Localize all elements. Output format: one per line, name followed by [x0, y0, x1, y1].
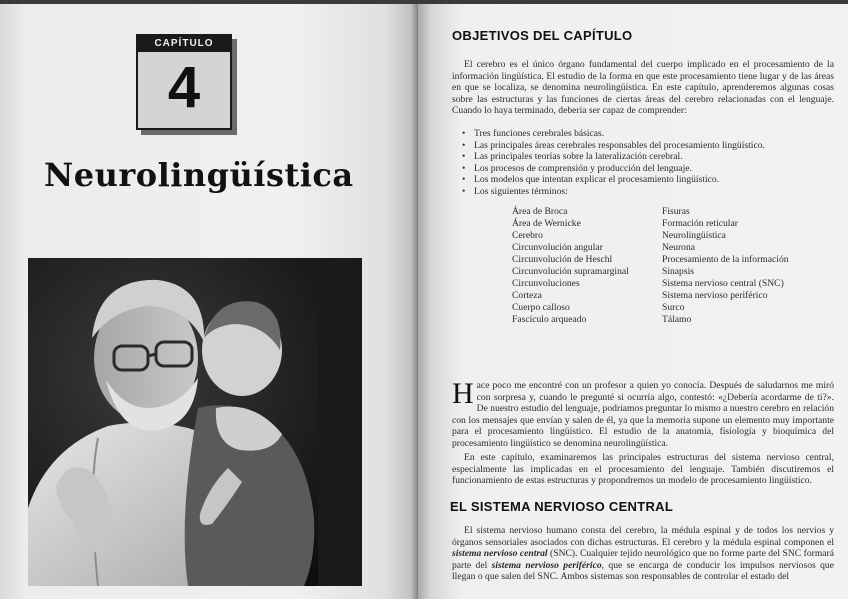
term-item: Área de Wernicke	[512, 218, 581, 229]
term-item: Corteza	[512, 290, 542, 301]
objective-item: • Las principales teorías sobre la lateralización cerebral.	[462, 151, 832, 163]
term-item: Neurona	[662, 242, 696, 253]
terms-column-2	[662, 206, 789, 326]
term-item: Cuerpo calloso	[512, 302, 570, 313]
term-item: Sinapsis	[662, 266, 694, 277]
objective-item: • Los siguientes términos:	[462, 186, 832, 198]
right-page	[418, 4, 848, 599]
photo-man-with-baby	[28, 258, 362, 586]
chapter-photo	[28, 258, 362, 586]
objective-item: • Las principales áreas cerebrales responsables del procesamiento lingüístico.	[462, 140, 832, 152]
chapter-label: CAPÍTULO	[138, 36, 230, 52]
term-item: Circunvolución angular	[512, 242, 603, 253]
chapter-number: 4	[167, 55, 201, 120]
term-item: Circunvolución de Heschl	[512, 254, 613, 265]
term-item: Neurolingüística	[662, 230, 726, 241]
chapter-overview-paragraph: En este capítulo, examinaremos las principales estructuras del sistema nervioso central, especialmente las implicadas en el procesamiento del lenguaje. También discutiremos el funcionamiento de estas estructuras y propondremos un modelo de procesamiento lingüístico.	[452, 452, 834, 487]
intro-paragraph: El cerebro es el único órgano fundamental del cuerpo implicado en el procesamiento de la información lingüística. El estudio de la forma en que este procesamiento tiene lugar y de las áreas en que se localiza, se denomina neurolingüística. En este capítulo, aprenderemos algunas cosas sobre las estructuras y las funciones de ciertas áreas del cerebro relacionadas con el lenguaje. Cuando lo haya terminado, debería ser capaz de comprender:	[452, 59, 834, 117]
objectives-list	[462, 128, 832, 198]
term-item: Circunvoluciones	[512, 278, 580, 289]
nervous-text-part: El sistema nervioso humano consta del cerebro, la médula espinal y de todos los nervios y órganos sensoriales asociados con dichas estructuras. El cerebro y la médula espinal componen el	[452, 525, 834, 548]
term-item: Fisuras	[662, 206, 690, 217]
left-page	[0, 4, 418, 599]
chapter-title: Neurolingüística	[44, 156, 354, 194]
terms-column-1	[512, 206, 629, 326]
term-item: Cerebro	[512, 230, 543, 241]
term-item: Sistema nervioso central (SNC)	[662, 278, 784, 289]
term-item: Área de Broca	[512, 206, 568, 217]
nervous-text-part: , que se encarga de conducir los impulsos nerviosos que llegan o que salen del SNC. Ambos sistemas son responsables de controlar el estado del	[452, 559, 834, 583]
key-term: sistema nervioso periférico	[491, 559, 602, 571]
term-item: Tálamo	[662, 314, 692, 325]
term-item: Sistema nervioso periférico	[662, 290, 768, 301]
term-item: Surco	[662, 302, 685, 313]
term-item: Procesamiento de la información	[662, 254, 789, 265]
objective-item: • Los procesos de comprensión y producción del lenguaje.	[462, 163, 832, 175]
objective-item: • Tres funciones cerebrales básicas.	[462, 128, 832, 140]
term-item: Fascículo arqueado	[512, 314, 587, 325]
chapter-badge	[136, 34, 232, 130]
nervous-system-paragraph	[452, 525, 834, 583]
nervous-system-heading: EL SISTEMA NERVIOSO CENTRAL	[450, 499, 674, 514]
term-item: Formación reticular	[662, 218, 738, 229]
term-item: Circunvolución supramarginal	[512, 266, 629, 277]
objectives-heading: OBJETIVOS DEL CAPÍTULO	[452, 28, 633, 43]
story-text: ace poco me encontré con un profesor a quien yo conocía. Después de saludarnos me miró con sorpresa y, cuando le pregunté si ocurría algo, contestó: «¿Debería acordarme de ti?». De nuestro estudio del lenguaje, podríamos preguntar lo mismo a nuestro cerebro en relación con los mensajes que envían y salen de él, ya que la memoria supone un elemento muy importante para el procesamiento lingüístico. El estudio de la anatomía, fisiología y bioquímica del procesamiento lingüístico se denomina neurolingüística.	[452, 380, 834, 449]
nervous-text-part: (SNC). Cualquier tejido neurológico que no forme parte del SNC formará parte del	[452, 548, 835, 571]
story-paragraph	[452, 377, 834, 450]
drop-cap: H	[452, 377, 474, 410]
objective-item: • Los modelos que intentan explicar el procesamiento lingüístico.	[462, 174, 832, 186]
key-term: sistema nervioso central	[452, 548, 548, 560]
